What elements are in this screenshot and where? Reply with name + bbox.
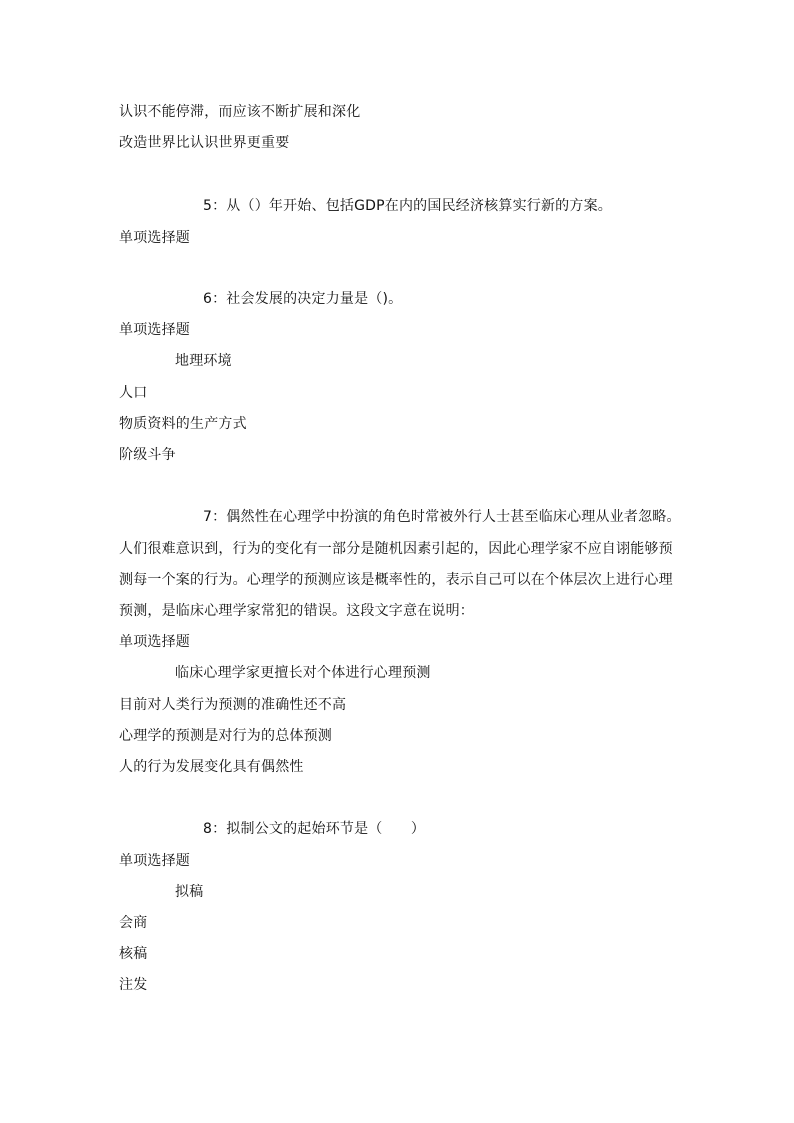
question-6-option-a: 地理环境 <box>175 353 232 369</box>
question-6-option-d: 阶级斗争 <box>119 447 176 463</box>
question-6-stem: 6：社会发展的决定力量是（)。 <box>203 291 403 307</box>
question-5-type: 单项选择题 <box>119 230 190 246</box>
question-8-option-d: 注发 <box>119 977 148 993</box>
question-7-option-c: 心理学的预测是对行为的总体预测 <box>119 728 332 744</box>
question-5-stem: 5：从（）年开始、包括GDP在内的国民经济核算实行新的方案。 <box>203 198 612 214</box>
question-7-stem-line: 人们很难意识到，行为的变化有一部分是随机因素引起的，因此心理学家不应自诩能够预 <box>119 541 673 557</box>
question-8-stem: 8：拟制公文的起始环节是（ ） <box>203 821 426 837</box>
question-8-option-b: 会商 <box>119 915 148 931</box>
question-7-stem-line: 测每一个案的行为。心理学的预测应该是概率性的，表示自己可以在个体层次上进行心理 <box>119 572 673 588</box>
question-6-option-b: 人口 <box>119 385 148 401</box>
option-text: 认识不能停滞，而应该不断扩展和深化 <box>119 104 361 120</box>
question-7-option-a: 临床心理学家更擅长对个体进行心理预测 <box>175 665 431 681</box>
question-7-option-d: 人的行为发展变化具有偶然性 <box>119 759 304 775</box>
question-6-type: 单项选择题 <box>119 322 190 338</box>
question-7-stem: 7：偶然性在心理学中扮演的角色时常被外行人士甚至临床心理从业者忽略。 <box>203 509 681 525</box>
question-8-option-c: 核稿 <box>119 946 148 962</box>
option-text: 改造世界比认识世界更重要 <box>119 135 290 151</box>
question-8-option-a: 拟稿 <box>175 884 204 900</box>
question-7-type: 单项选择题 <box>119 634 190 650</box>
question-7-stem-line: 预测，是临床心理学家常犯的错误。这段文字意在说明： <box>119 603 474 619</box>
question-7-option-b: 目前对人类行为预测的准确性还不高 <box>119 697 347 713</box>
question-8-type: 单项选择题 <box>119 853 190 869</box>
question-6-option-c: 物质资料的生产方式 <box>119 416 247 432</box>
